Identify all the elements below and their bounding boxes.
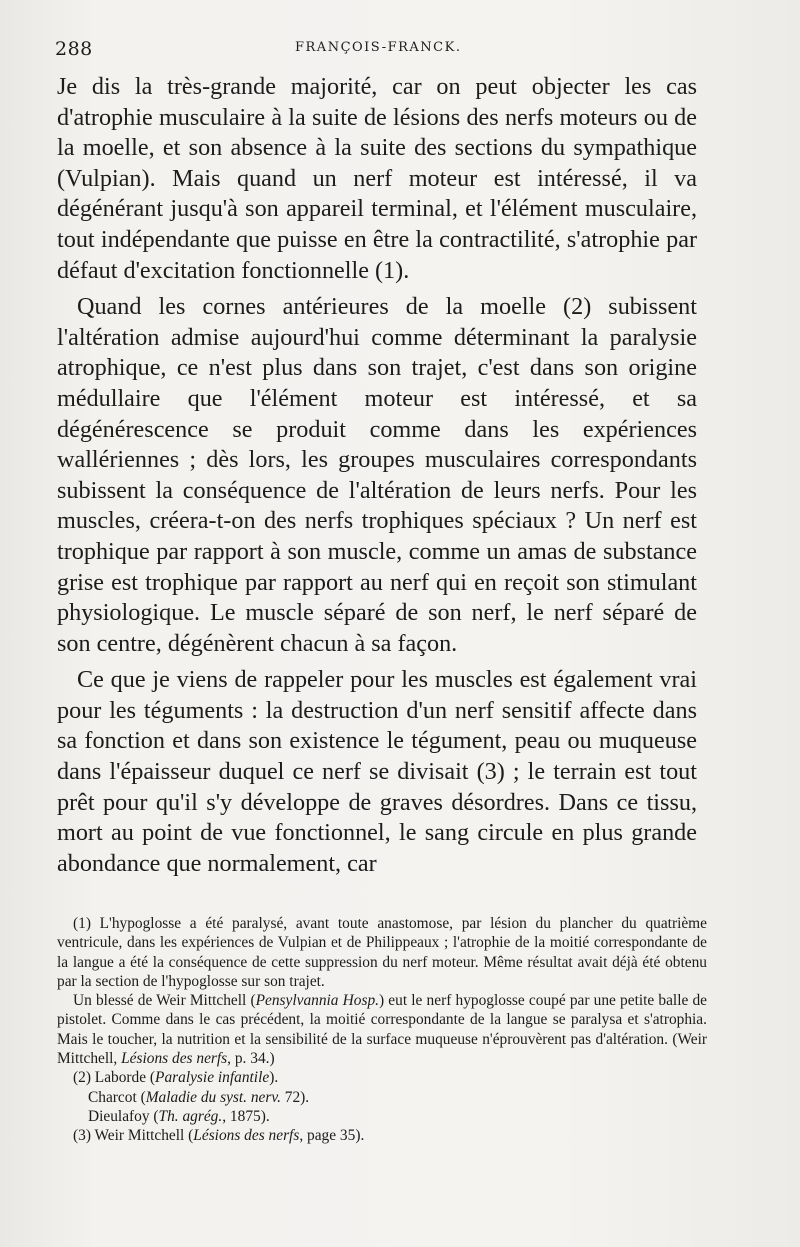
fn-text: ). bbox=[269, 1069, 279, 1087]
fn-text: (2) Laborde ( bbox=[73, 1069, 156, 1087]
page-header bbox=[55, 36, 745, 60]
paragraph-2: Quand les cornes antérieures de la moelle (2) subissent l'altération admise aujourd'hui comme déterminant la paralysie atrophique, ce n'est plus dans son trajet, c'est dans son origine médullaire que l'élément moteur est intéressé, et sa dégénérescence se produit comme dans les expériences wallériennes ; dès lors, les groupes musculaires correspondants subissent la conséquence de l'altération de leurs nerfs. Pour les muscles, créera-t-on des nerfs trophiques spéciaux ? Un nerf est trophique par rapport à son muscle, comme un amas de substance grise est trophique par rapport au nerf qui en reçoit son stimulant physiologique. Le muscle séparé de son nerf, le nerf séparé de son centre, dégénèrent chacun à sa façon. bbox=[57, 293, 697, 657]
fn-italic: Th. agrég. bbox=[158, 1107, 223, 1125]
footnotes bbox=[57, 914, 707, 1146]
fn-text: , 1875). bbox=[222, 1107, 270, 1125]
fn-text: ) eut le nerf hypoglosse coupé par une petite balle de pistolet. Comme dans le cas précédent, la moitié correspondante de la langue se paralysa et s'atrophia. Mais le toucher, la nutrition et la sensibilité de la surface muqueuse n'éprouvèrent pas d'altération. (Weir Mittchell, bbox=[57, 992, 707, 1068]
fn-text: 72). bbox=[280, 1088, 310, 1106]
footnote-2 bbox=[57, 1068, 707, 1087]
footnote-3 bbox=[57, 1126, 707, 1145]
footnote-2-dieulafoy bbox=[57, 1107, 707, 1126]
main-text bbox=[57, 72, 697, 879]
fn-text: Dieulafoy ( bbox=[88, 1107, 159, 1125]
fn-text: , page 35). bbox=[299, 1127, 365, 1145]
fn-italic: Lésions des nerfs bbox=[193, 1127, 300, 1145]
fn-italic: Lésions des nerfs bbox=[121, 1050, 228, 1068]
fn-italic: Pensylvannia Hosp. bbox=[255, 992, 380, 1010]
page-number: 288 bbox=[55, 38, 93, 60]
footnote-2-charcot bbox=[57, 1088, 707, 1107]
footnote-1-continued bbox=[57, 991, 707, 1068]
paragraph-3: Ce que je viens de rappeler pour les muscles est également vrai pour les téguments : la destruction d'un nerf sensitif affecte dans sa fonction et dans son existence le tégument, peau ou muqueuse dans l'épaisseur duquel ce nerf se divisait (3) ; le terrain est tout prêt pour qu'il s'y développe de graves désordres. Dans ce tissu, mort au point de vue fonctionnel, le sang circule en plus grande abondance que normalement, car bbox=[57, 666, 697, 877]
running-head: FRANÇOIS-FRANCK. bbox=[295, 40, 462, 55]
fn-text: Un blessé de Weir Mittchell ( bbox=[73, 992, 256, 1010]
paragraph-1: Je dis la très-grande majorité, car on peut objecter les cas d'atrophie musculaire à la suite de lésions des nerfs moteurs ou de la moelle, et son absence à la suite des sections du sympathique (Vulpian). Mais quand un nerf moteur est intéressé, il va dégénérant jusqu'à son appareil terminal, et l'élément musculaire, tout indépendante que puisse en être la contractilité, s'atrophie par défaut d'excitation fonctionnelle (1). bbox=[57, 73, 697, 284]
footnote-1: (1) L'hypoglosse a été paralysé, avant toute anastomose, par lésion du plancher du quatrième ventricule, dans les expériences de Vulpian et de Philippeaux ; l'atrophie de la moitié correspondante de la langue a été la conséquence de cette suppression du nerf moteur. Même résultat avait déjà été obtenu par la section de l'hypoglosse sur son trajet. bbox=[57, 915, 707, 990]
fn-italic: Maladie du syst. nerv. bbox=[145, 1088, 281, 1106]
fn-italic: Paralysie infantile bbox=[155, 1069, 270, 1087]
fn-text: Charcot ( bbox=[88, 1088, 146, 1106]
fn-text: (3) Weir Mittchell ( bbox=[73, 1127, 194, 1145]
fn-text: , p. 34.) bbox=[227, 1050, 275, 1068]
